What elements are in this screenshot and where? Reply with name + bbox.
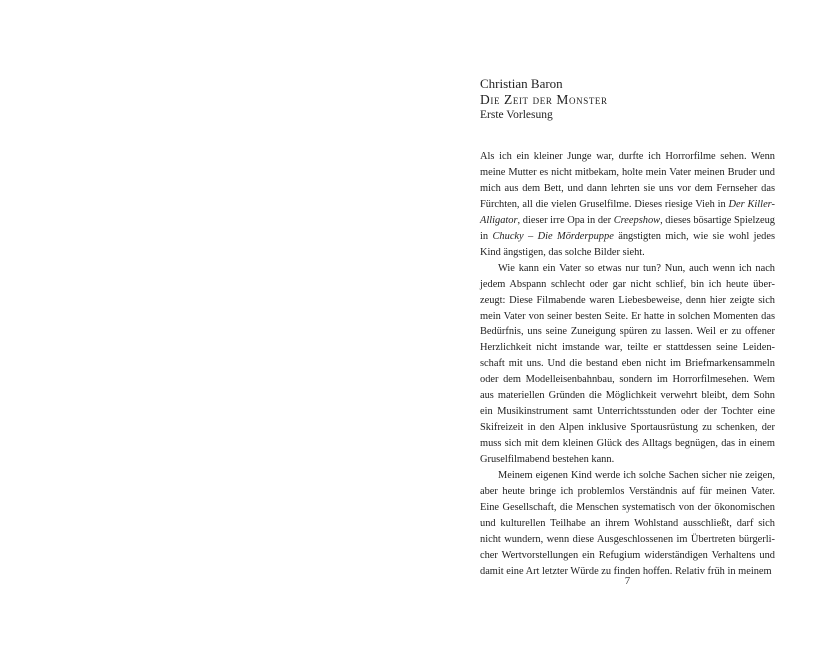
paragraph bbox=[480, 149, 775, 261]
body-text bbox=[480, 149, 775, 580]
page-number: 7 bbox=[624, 575, 631, 587]
italic-title: Der Killer-Alligator bbox=[480, 198, 775, 226]
text-run: Meinem eigenen Kind werde ich solche Sachen sicher nie zeigen, aber heute bringe ich problemlos Verständnis auf für meinen Vater. Eine Gesellschaft, die Menschen systematisch von der ökonomischen und kulturellen Teilhabe an ihrem Wohlstand ausschließt, darf sich nicht wundern, wenn diese Ausgeschlossenen im Übertreten bürgerlicher Wertvorstellungen ein Refugium widerständigen Verhaltens und damit eine Art letzter Würde zu finden hoffen. Relativ früh in meinem bbox=[480, 470, 775, 577]
text-run: ängstigten mich, wie sie wohl jedes Kind ängstigen, das solche Bilder sieht. bbox=[480, 230, 776, 258]
chapter-subtitle: Erste Vorlesung bbox=[480, 109, 553, 121]
text-run: Wie kann ein Vater so etwas nur tun? Nun, auch wenn ich nach jedem Abspann schlecht oder gar nicht schlief, bin ich heute überzeugt: Diese Filmabende waren Liebesbeweise, denn hier zeigte sich mein Vater von seiner besten Seite. Er hatte in solchen Momenten das Bedürfnis, uns seine Zuneigung spüren zu lassen. Weil er zu offener Herzlichkeit nicht imstande war, teilte er stattdessen seine Leidenschaft mit uns. Und die bestand eben nicht im Briefmarkensammeln oder dem Modelleisenbahnbau, sondern im Horrorfilmesehen. Wem aus materiellen Gründen die Möglichkeit verwehrt bleibt, dem Sohn ein Musikinstrument samt Unterrichtsstunden oder der Tochter eine Skifreizeit in den Alpen inklusive Sportausrüstung zu schenken, der muss sich mit dem kleinen Glück des Alltags begnügen, das in einem Gruselfilmabend bestehen kann. bbox=[480, 262, 775, 466]
chapter-title: Die Zeit der Monster bbox=[480, 92, 608, 107]
text-run: Als ich ein kleiner Junge war, durfte ich Horrorfilme sehen. Wenn meine Mutter es nicht mitbekam, holte mein Vater meinen Bruder und mich aus dem Bett, und dann lehrten sie uns vor dem Fernseher das Fürchten, all die vielen Gruselfilme. Dieses riesige Vieh in bbox=[480, 151, 775, 210]
italic-title: Creepshow bbox=[613, 214, 661, 226]
text-run: , dieser irre Opa in der bbox=[517, 214, 614, 226]
paragraph bbox=[480, 261, 775, 468]
author-name: Christian Baron bbox=[480, 76, 563, 91]
text-run: , dieses bösartige Spielzeug in bbox=[480, 214, 775, 242]
chapter-header bbox=[480, 76, 780, 123]
paragraph bbox=[480, 468, 775, 580]
italic-title: Chucky – Die Mörderpuppe bbox=[492, 230, 614, 242]
